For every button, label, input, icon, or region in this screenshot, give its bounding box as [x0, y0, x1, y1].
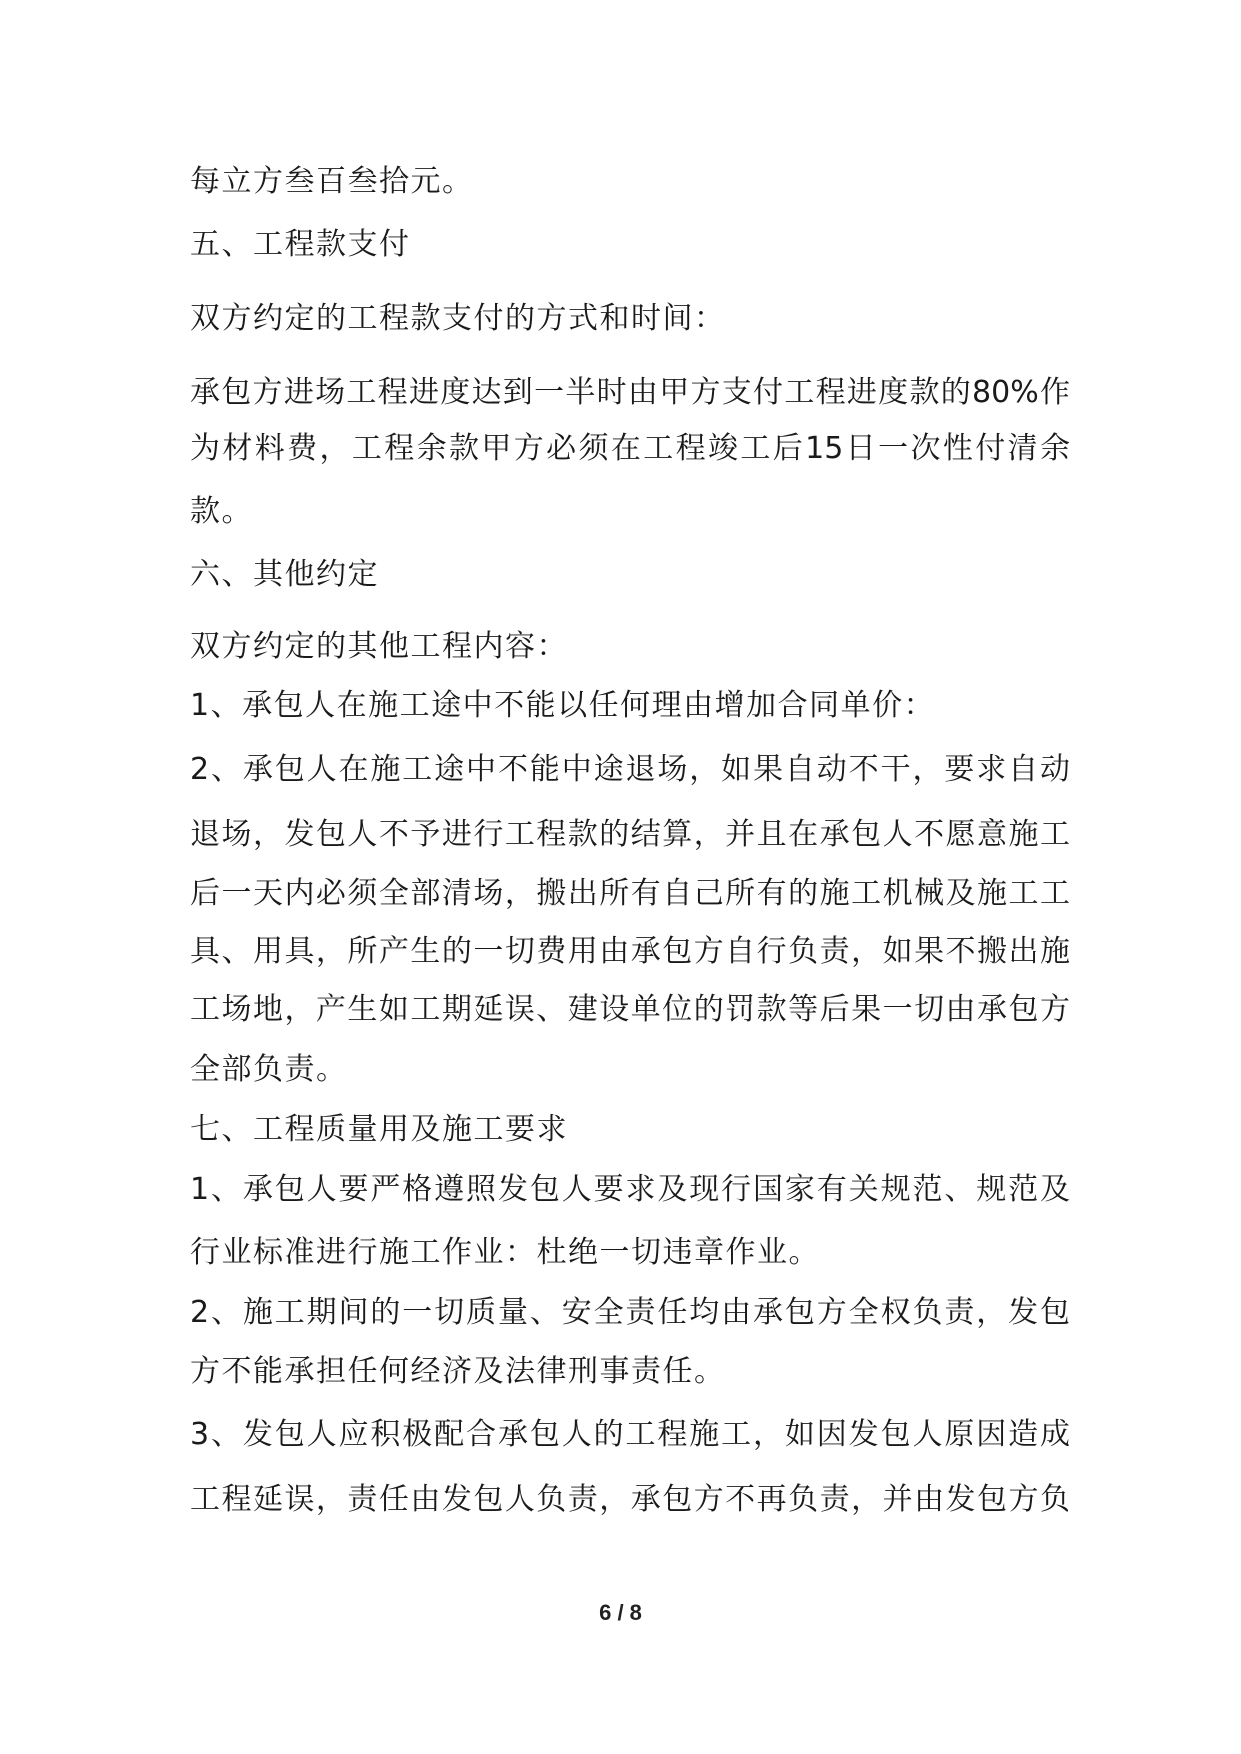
list-item: 2、承包人在施工途中不能中途退场，如果自动不干，要求自动: [190, 752, 1070, 787]
text-line: 为材料费，工程余款甲方必须在工程竣工后15日一次性付清余: [190, 431, 1070, 466]
list-item: 3、发包人应积极配合承包人的工程施工，如因发包人原因造成: [190, 1417, 1070, 1452]
text-line: 工场地，产生如工期延误、建设单位的罚款等后果一切由承包方: [190, 992, 1070, 1027]
list-item: 1、承包人在施工途中不能以任何理由增加合同单价：: [190, 688, 936, 723]
text-line: 后一天内必须全部清场，搬出所有自己所有的施工机械及施工工: [190, 876, 1070, 911]
section-heading: 五、工程款支付: [190, 227, 411, 262]
text-line: 承包方进场工程进度达到一半时由甲方支付工程进度款的80%作: [190, 375, 1070, 410]
text-line: 退场，发包人不予进行工程款的结算，并且在承包人不愿意施工: [190, 817, 1070, 852]
text-line: 行业标准进行施工作业：杜绝一切违章作业。: [190, 1235, 820, 1270]
text-line: 工程延误，责任由发包人负责，承包方不再负责，并由发包方负: [190, 1482, 1070, 1517]
section-heading: 七、工程质量用及施工要求: [190, 1112, 568, 1147]
list-item: 2、施工期间的一切质量、安全责任均由承包方全权负责，发包: [190, 1295, 1070, 1330]
section-heading: 六、其他约定: [190, 557, 379, 592]
page-number: 6 / 8: [599, 1600, 642, 1625]
text-line: 双方约定的工程款支付的方式和时间：: [190, 301, 726, 336]
text-line: 具、用具，所产生的一切费用由承包方自行负责，如果不搬出施: [190, 934, 1070, 969]
text-line: 双方约定的其他工程内容：: [190, 629, 568, 664]
list-item: 1、承包人要严格遵照发包人要求及现行国家有关规范、规范及: [190, 1172, 1070, 1207]
text-line: 每立方叁百叁拾元。: [190, 164, 474, 199]
text-line: 款。: [190, 494, 253, 529]
text-line: 方不能承担任何经济及法律刑事责任。: [190, 1354, 726, 1389]
text-line: 全部负责。: [190, 1052, 348, 1087]
